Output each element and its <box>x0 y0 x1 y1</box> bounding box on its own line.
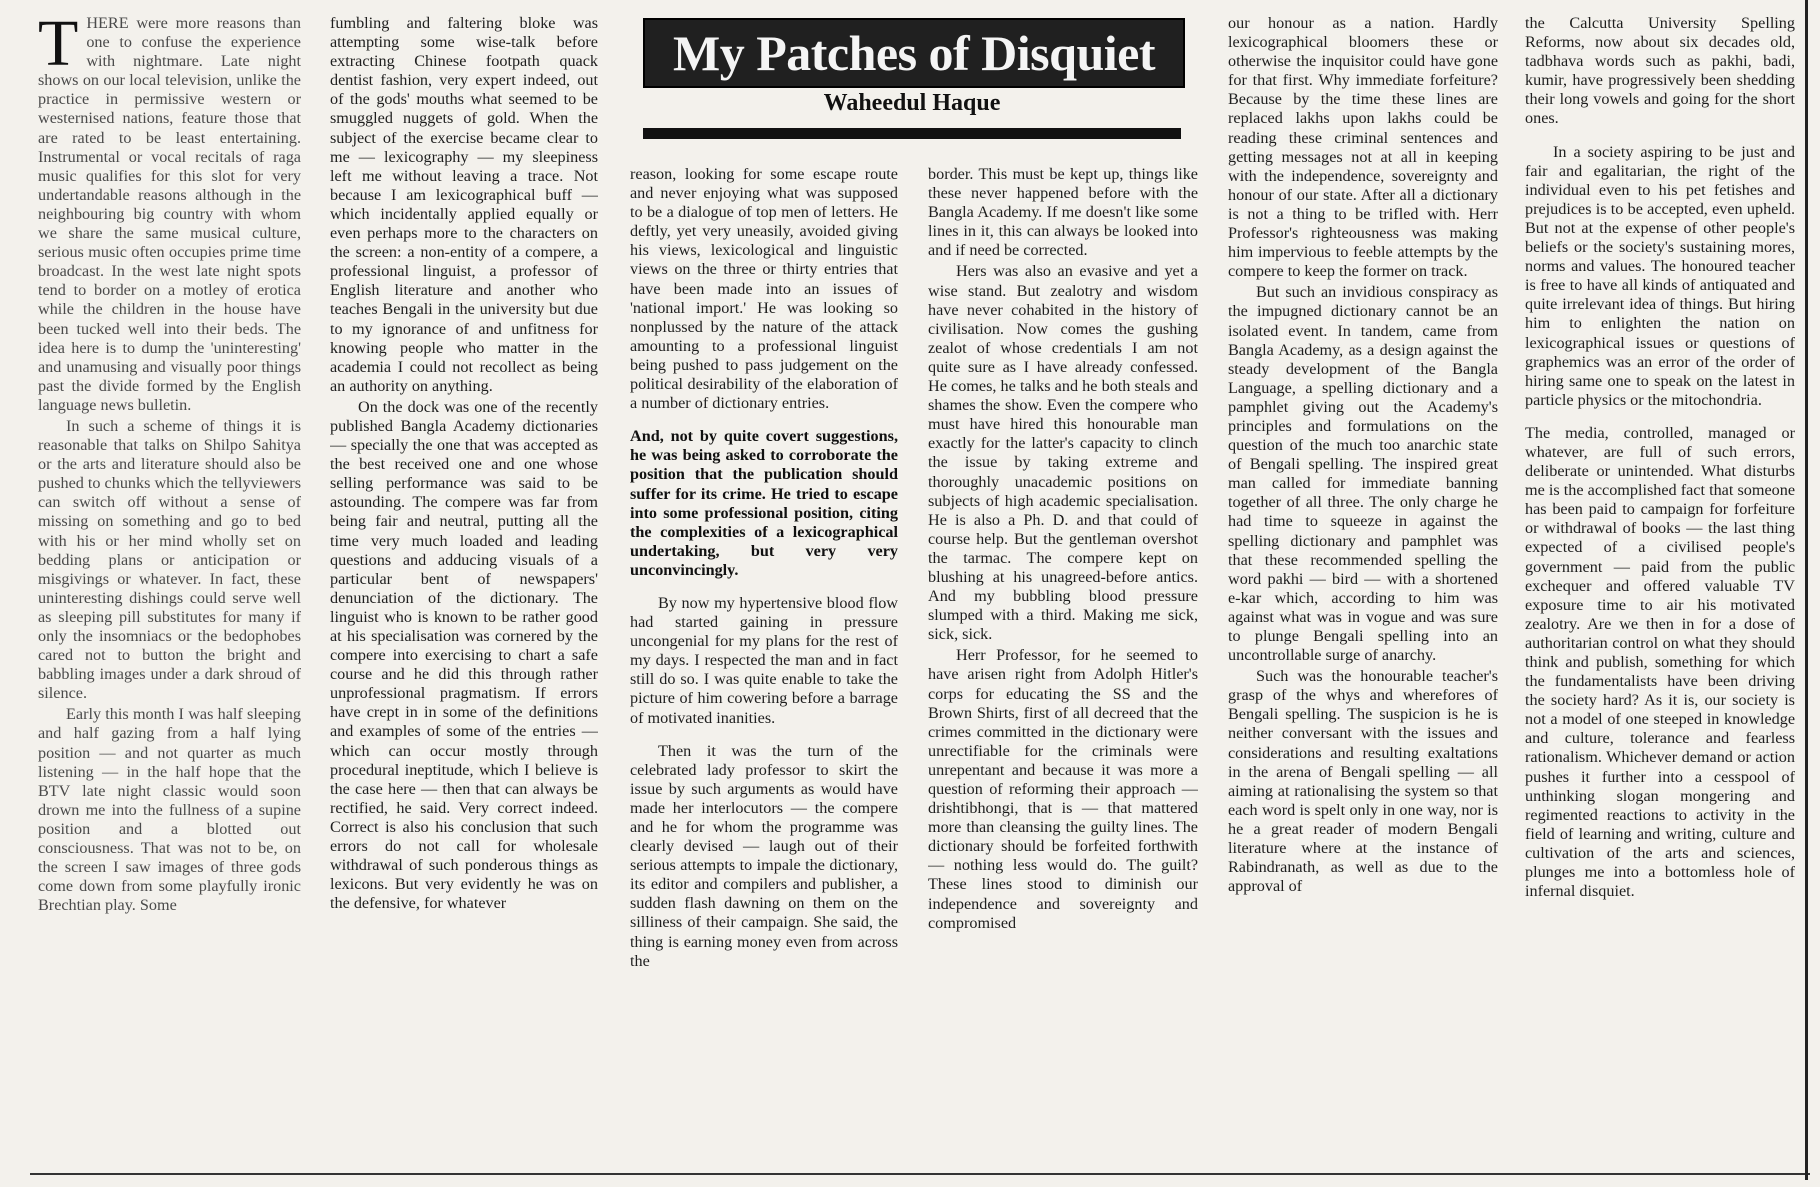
paragraph: By now my hypertensive blood flow had started gaining in pressure uncongenial for my plans for the rest of my days. I respected the man and in fact still do so. I was quite enable to take the picture of him cowering before a barrage of motivated inanities. <box>630 593 898 727</box>
paragraph: Early this month I was half sleeping and half gazing from a half lying position — and not quarter as much listening — in the half hope that the BTV late night classic would soon drown me into the fullness of a supine position and a blotted out consciousness. That was not to be, on the screen I saw images of three gods come down from some playfully ironic Brechtian play. Some <box>38 705 301 915</box>
column-5 <box>1228 14 1498 1169</box>
column-2 <box>330 14 598 1169</box>
paragraph: fumbling and faltering bloke was attempting some wise-talk before extracting Chinese footpath quack dentist fashion, very expert indeed, out of the gods' mouths what seemed to be smuggled nuggets of gold. When the subject of the exercise became clear to me — lexicography — my sleepiness left me without leaving a trace. Not because I am lexicographical buff — which incidentally applied equally or even perhaps more to the characters on the screen: a non-entity of a compere, a professional linguist, a professor of English literature and another who teaches Bengali in the university but due to my ignorance of and unfitness for knowing people who matter in the academia I could not recollect as being an authority on anything. <box>330 14 598 395</box>
paragraph: the Calcutta University Spelling Reforms, now about six decades old, tadbhava words such as pakhi, badi, kumir, have progressively been shedding their long vowels and going for the short ones. <box>1525 14 1795 128</box>
paragraph: Hers was also an evasive and yet a wise stand. But zealotry and wisdom have never cohabited in the history of civilisation. Now comes the gushing zealot of whose credentials I am not quite sure as I have already confessed. He comes, he talks and he both steals and shames the show. Even the compere who must have hired this honourable man exactly for the latter's capacity to clinch the issue by taking extreme and thoroughly unacademic positions on subjects of high academic specialisation. He is also a Ph. D. and that could of course help. But the gentleman overshot the tarmac. The compere kept on blushing at his unagreed-before antics. And my bubbling blood pressure slumped with a third. Making me sick, sick, sick. <box>928 262 1198 644</box>
headline-rule <box>643 128 1181 139</box>
paragraph: Then it was the turn of the celebrated lady professor to skirt the issue by such arguments as would have made her interlocutors — the compere and he for whom the programme was clearly devised — laugh out of their serious attempts to impale the dictionary, its editor and compilers and publisher, a sudden flash dawning on them on the silliness of their campaign. She said, the thing is earning money even from across the <box>630 741 898 970</box>
column-4 <box>928 165 1198 1168</box>
right-border-rule <box>1805 0 1808 1180</box>
paragraph: In such a scheme of things it is reasonable that talks on Shilpo Sahitya or the arts and literature should also be pushed to chunks which the tellyviewers can switch off without a sense of missing on something and go to bed with his or her mind wholly set on bedding plans or anticipation or misgivings or whatever. In fact, these uninteresting dishings could serve well as sleeping pill substitutes for many if only the insomniacs or the bedophobes cared not to button the bright and babbling images under a dark shroud of silence. <box>38 416 301 703</box>
headline: My Patches of Disquiet <box>673 25 1155 81</box>
paragraph: And, not by quite covert suggestions, he was being asked to corroborate the position that the publication should suffer for its crime. He tried to escape into some professional position, citing the complexities of a lexicographical undertaking, but very very unconvincingly. <box>630 427 898 579</box>
bottom-rule <box>30 1173 1810 1175</box>
paragraph: The media, controlled, managed or whatever, are full of such errors, deliberate or unintended. What disturbs me is the accomplished fact that someone has been paid to campaign for forfeiture or withdrawal of books — the last thing expected of a civilised people's government — paid from the public exchequer and offered valuable TV exposure time to air his motivated zealotry. Are we then in for a dose of authoritarian control on what they should think and publish, something for which the fundamentalists have been driving the society hard? As it is, our society is not a model of one steeped in knowledge and culture, tolerance and fearless rationalism. Whichever demand or action pushes it further into a cesspool of unthinking slogan mongering and regimented reactions to activity in the field of learning and writing, culture and cultivation of the arts and sciences, plunges me into a bottomless hole of infernal disquiet. <box>1525 423 1795 901</box>
paragraph: On the dock was one of the recently published Bangla Academy dictionaries — specially the one that was accepted as the best received one and one whose selling performance was said to be astounding. The compere was far from being fair and neutral, putting all the time very much loaded and leading questions and adducing visuals of a particular bent of newspapers' denunciation of the dictionary. The linguist who is known to be rather good at his specialisation was cornered by the compere into exercising to chart a safe course and he did this through rather unprofessional pragmatism. If errors have crept in in some of the definitions and examples of some of the entries — which can occur mostly through procedural ineptitude, which I believe is the case here — then that can always be rectified, he said. Very correct indeed. Correct is also his conclusion that such errors do not call for wholesale withdrawal of such ponderous things as lexicons. But very evidently he was on the defensive, for whatever <box>330 397 598 913</box>
paragraph: In a society aspiring to be just and fair and egalitarian, the right of the individual even to his pet fetishes and prejudices is to be accepted, even upheld. But not at the expense of other people's beliefs or the society's sustaining mores, norms and values. The honoured teacher is free to have all kinds of antiquated and quite irrelevant idea of things. But hiring him to enlighten the nation on lexicographical issues or questions of graphemics was an error of the order of hiring same one to speak on the latest in particle physics or the mitochondria. <box>1525 142 1795 409</box>
drop-cap: T <box>38 14 79 80</box>
column-6 <box>1525 14 1795 1169</box>
paragraph: But such an invidious conspiracy as the impugned dictionary cannot be an isolated event. In tandem, came from Bangla Academy, as a design against the steady development of the Bangla Language, a spelling dictionary and a pamphlet giving out the Academy's principles and formulations on the question of the much too anarchic state of Bengali spelling. The inspired great man called for immediate banning together of all three. The only charge he had time to squeeze in against the spelling dictionary and pamphlet was that these recommended spelling the word pakhi — bird — with a shortened e-kar which, according to him was against what was in vogue and was sure to plunge Bengali spelling into an uncontrollable surge of anarchy. <box>1228 283 1498 665</box>
paragraph-text: HERE were more reasons than one to confuse the experience with nightmare. Late night shows on our local television, unlike the practice in permissive western or westernised nations, feature those that are rated to be least entertaining. Instrumental or vocal recitals of raga music qualifies for this slot for very undertandable reasons although in the neighbouring big country with whom we share the same musical culture, serious music often occupies prime time broadcast. In the west late night spots tend to border on a motley of erotica while the children in the house have been tucked well into their beds. The idea here is to dump the 'uninteresting' and unamusing and visually poor things past the divide formed by the English language news bulletin. <box>38 14 301 414</box>
paragraph: border. This must be kept up, things like these never happened before with the Bangla Academy. If me doesn't like some lines in it, this can always be looked into and if need be corrected. <box>928 165 1198 260</box>
paragraph: Herr Professor, for he seemed to have arisen right from Adolph Hitler's corps for educating the SS and the Brown Shirts, first of all decreed that the crimes committed in the dictionary were unrectifiable for the criminals were unrepentant and because it was more a question of reforming their approach — drishtibhongi, that is — that mattered more than cleansing the guilty lines. The dictionary should be forfeited forthwith — nothing less would do. The guilt? These lines stood to diminish our independence and sovereignty and compromised <box>928 646 1198 932</box>
paragraph: Such was the honourable teacher's grasp of the whys and wherefores of Bengali spelling. The suspicion is he is neither conversant with the issues and considerations and resulting exaltations in the arena of Bengali spelling — all aiming at rationalising the system so that each word is spelt only in one way, nor is he a great reader of modern Bengali literature where at the instance of Rabindranath, as well as due to the approval of <box>1228 667 1498 896</box>
column-1 <box>38 14 301 1169</box>
headline-banner <box>643 18 1185 88</box>
column-3 <box>630 165 898 1168</box>
paragraph: reason, looking for some escape route and never enjoying what was supposed to be a dialogue of top men of letters. He deftly, yet very uneasily, avoided giving his views, lexicological and linguistic views on the three or thirty entries that have been made into an issues of 'national import.' He was looking so nonplussed by the nature of the attack amounting to a professional linguist being pushed to pass judgement on the political desirability of the elaboration of a number of dictionary entries. <box>630 165 898 413</box>
paragraph: our honour as a nation. Hardly lexicographical bloomers these or otherwise the inquisitor could have gone for that first. Why immediate forfeiture? Because by the time these lines are replaced lakhs upon lakhs could be reading these criminal sentences and getting messages not at all in keeping with the independence, sovereignty and honour of our state. After all a dictionary is not a thing to be trifled with. Herr Professor's righteousness was making him impervious to feeble attempts by the compere to keep the former on track. <box>1228 14 1498 281</box>
byline: Waheedul Haque <box>823 90 1001 116</box>
paragraph <box>38 14 301 415</box>
